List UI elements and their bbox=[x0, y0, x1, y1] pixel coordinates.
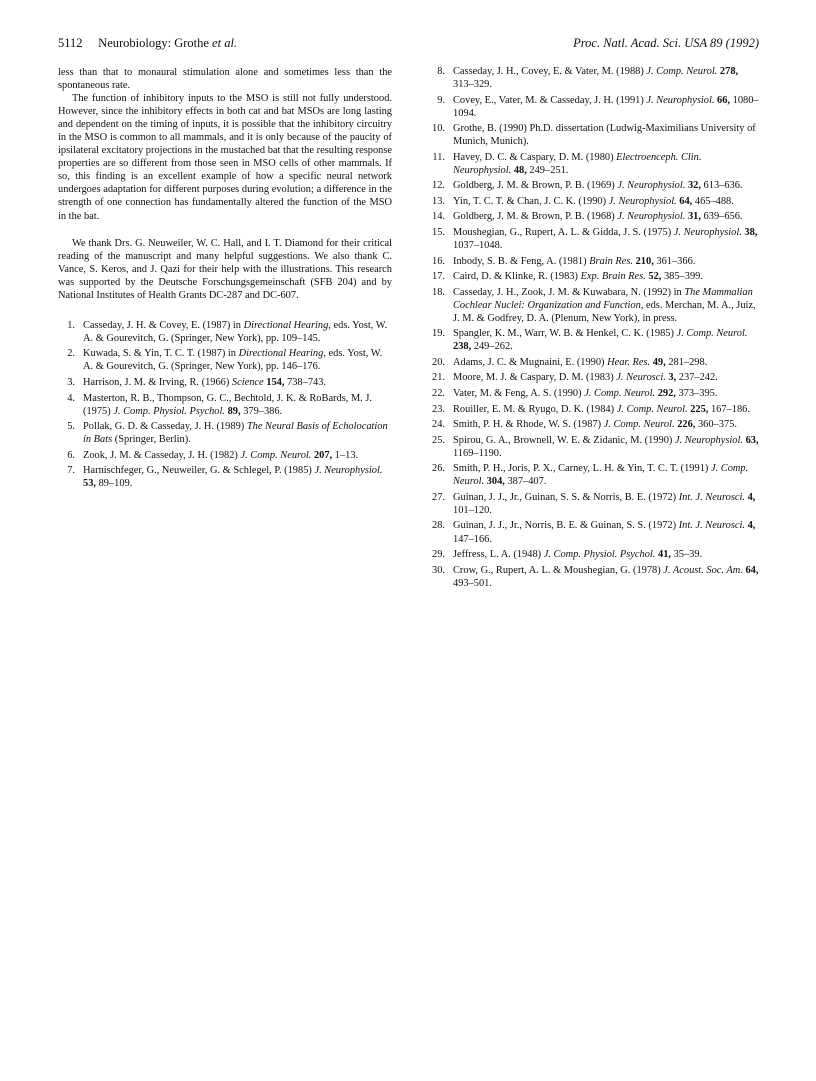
reference-item bbox=[428, 226, 760, 252]
reference-pages: 35–39. bbox=[671, 549, 703, 561]
reference-item bbox=[428, 286, 760, 325]
left-column bbox=[58, 66, 392, 493]
reference-volume: 53, bbox=[83, 478, 96, 490]
header-section: Neurobiology: Grothe bbox=[98, 36, 209, 50]
reference-pages: 167–186. bbox=[708, 403, 750, 415]
reference-volume: 66, bbox=[714, 94, 731, 106]
reference-number: 21. bbox=[432, 372, 445, 384]
reference-pages: 147–166. bbox=[453, 533, 492, 545]
reference-source: J. Comp. Neurol. bbox=[240, 449, 312, 461]
reference-authors: Yin, T. C. T. & Chan, J. C. K. (1990) bbox=[453, 195, 609, 207]
reference-number: 11. bbox=[432, 151, 445, 163]
reference-pages: 379–386. bbox=[240, 405, 283, 417]
reference-list-right bbox=[428, 65, 760, 590]
reference-source: The Mammalian Cochlear Nuclei: Organization and Function, bbox=[453, 286, 753, 311]
reference-pages: 613–636. bbox=[700, 180, 743, 192]
reference-authors: Spirou, G. A., Brownell, W. E. & Zidanic, M. (1990) bbox=[453, 434, 675, 446]
reference-authors: Zook, J. M. & Casseday, J. H. (1982) bbox=[83, 449, 241, 461]
reference-item bbox=[428, 491, 760, 517]
reference-number: 30. bbox=[432, 564, 445, 576]
reference-item bbox=[428, 519, 760, 545]
reference-pages: 360–375. bbox=[695, 419, 737, 431]
reference-authors: Vater, M. & Feng, A. S. (1990) bbox=[453, 388, 585, 400]
reference-authors: Guinan, J. J., Jr., Norris, B. E. & Guinan, S. S. (1972) bbox=[453, 520, 679, 532]
reference-pages: 1037–1048. bbox=[453, 240, 503, 252]
reference-number: 19. bbox=[432, 328, 445, 340]
reference-authors: Grothe, B. (1990) Ph.D. dissertation (Ludwig-Maximilians University of Munich, Munich). bbox=[453, 123, 756, 148]
reference-authors: Kuwada, S. & Yin, T. C. T. (1987) in bbox=[83, 348, 239, 360]
reference-volume: 278, bbox=[717, 66, 739, 77]
reference-authors: Rouiller, E. M. & Ryugo, D. K. (1984) bbox=[453, 403, 617, 415]
reference-source: Int. J. Neurosci. bbox=[678, 520, 745, 532]
reference-source: J. Neurophysiol. bbox=[617, 180, 686, 192]
reference-volume: 226, bbox=[674, 419, 696, 431]
reference-number: 18. bbox=[432, 286, 445, 298]
reference-pages: eds. Yost, W. A. & Gourevitch, G. (Springer, New York), pp. 109–145. bbox=[83, 319, 388, 344]
reference-volume: 52, bbox=[645, 271, 662, 283]
reference-source: Electroenceph. Clin. Neurophysiol. bbox=[453, 151, 702, 176]
reference-list-left bbox=[58, 319, 392, 491]
reference-authors: Guinan, J. J., Jr., Guinan, S. S. & Norris, B. E. (1972) bbox=[453, 491, 679, 503]
reference-volume: 48, bbox=[511, 164, 527, 176]
reference-pages: 313–329. bbox=[453, 79, 492, 91]
reference-number: 3. bbox=[67, 376, 75, 388]
reference-pages: 237–242. bbox=[676, 372, 718, 384]
reference-pages: eds. Merchan, M. A., Juiz, J. M. & Godfrey, D. A. (Plenum, New York), in press. bbox=[453, 299, 756, 324]
reference-pages: 281–298. bbox=[665, 356, 708, 368]
reference-authors: Goldberg, J. M. & Brown, P. B. (1968) bbox=[453, 211, 618, 223]
reference-volume: 304, bbox=[484, 476, 505, 488]
reference-source: J. Neurophysiol. bbox=[608, 195, 677, 207]
reference-authors: Covey, E., Vater, M. & Casseday, J. H. (1991) bbox=[453, 94, 647, 106]
reference-item bbox=[428, 418, 760, 431]
reference-pages: eds. Yost, W. A. & Gourevitch, G. (Springer, New York), pp. 146–176. bbox=[83, 348, 383, 373]
reference-item bbox=[428, 403, 760, 416]
reference-volume: 4, bbox=[745, 520, 756, 532]
reference-item bbox=[428, 94, 760, 120]
reference-item bbox=[58, 464, 392, 490]
reference-item bbox=[428, 210, 760, 223]
reference-number: 23. bbox=[432, 403, 445, 415]
reference-item bbox=[428, 179, 760, 192]
reference-authors: Havey, D. C. & Caspary, D. M. (1980) bbox=[453, 151, 617, 163]
reference-number: 14. bbox=[432, 211, 445, 223]
acknowledgment: We thank Drs. G. Neuweiler, W. C. Hall, and I. T. Diamond for their critical reading of the manuscript and many helpful suggestions. We also thank C. Vance, S. Keros, and J. Qazi for their help with the illustrations. This research was supported by the Deutsche Forschungsgemeinschaft (SFB 204) and by National Institutes of Health Grants DC-287 and DC-607. bbox=[58, 237, 392, 301]
reference-item bbox=[428, 327, 760, 353]
reference-authors: Inbody, S. B. & Feng, A. (1981) bbox=[453, 255, 590, 267]
reference-source: Int. J. Neurosci. bbox=[678, 491, 745, 503]
body-paragraph-1: less than that to monaural stimulation alone and sometimes less than the spontaneous rate. bbox=[58, 67, 392, 92]
reference-pages: 249–251. bbox=[526, 164, 569, 176]
reference-authors: Goldberg, J. M. & Brown, P. B. (1969) bbox=[453, 180, 618, 192]
reference-number: 17. bbox=[432, 271, 445, 283]
reference-source: J. Neurophysiol. bbox=[617, 211, 686, 223]
reference-item bbox=[58, 319, 392, 345]
reference-number: 16. bbox=[432, 255, 445, 267]
reference-source: Brain Res. bbox=[589, 255, 634, 267]
reference-pages: (Springer, Berlin). bbox=[112, 434, 191, 446]
reference-item bbox=[428, 462, 760, 488]
reference-source: J. Neurophysiol. bbox=[314, 465, 383, 477]
reference-pages: 1–13. bbox=[332, 449, 359, 461]
reference-pages: 1080–1094. bbox=[453, 94, 759, 119]
reference-item bbox=[428, 356, 760, 369]
reference-authors: Smith, P. H., Joris, P. X., Carney, L. H. & Yin, T. C. T. (1991) bbox=[453, 463, 711, 475]
reference-pages: 1169–1190. bbox=[453, 447, 502, 459]
reference-authors: Adams, J. C. & Mugnaini, E. (1990) bbox=[453, 356, 608, 368]
reference-item bbox=[58, 376, 392, 389]
reference-number: 8. bbox=[437, 66, 445, 77]
reference-authors: Harrison, J. M. & Irving, R. (1966) bbox=[83, 376, 232, 388]
reference-pages: 249–262. bbox=[471, 341, 513, 353]
body-paragraph-2: The function of inhibitory inputs to the MSO is still not fully understood. However, since the inhibitory effects in both cat and bat MSOs are long lasting and dependent on the timing of inputs, it is possible that the inhibitory circuitry in the MSO is common to all mammals, and it is only because of the paucity of ipsilateral excitatory projections in the mustached bat that the resulting response properties are so different from those seen in MSO cells of other mammals. If so, this finding is an excellent example of how a specific neural network undergoes adaptation for different purposes during evolution; a difference in the strength of one connection has fundamentally altered the function of the MSO in the bat. bbox=[58, 93, 392, 222]
reference-number: 22. bbox=[432, 388, 445, 400]
reference-pages: 465–488. bbox=[692, 195, 734, 207]
reference-source: Exp. Brain Res. bbox=[580, 271, 646, 283]
reference-number: 25. bbox=[432, 434, 445, 446]
reference-item bbox=[58, 347, 392, 373]
reference-source: J. Comp. Neurol. bbox=[646, 66, 718, 77]
reference-number: 15. bbox=[432, 227, 445, 239]
reference-source: J. Comp. Physiol. Psychol. bbox=[543, 549, 656, 561]
reference-authors: Smith, P. H. & Rhode, W. S. (1987) bbox=[453, 419, 604, 431]
reference-authors: Moushegian, G., Rupert, A. L. & Gidda, J. S. (1975) bbox=[453, 227, 674, 239]
reference-volume: 89, bbox=[225, 405, 241, 417]
reference-item bbox=[428, 255, 760, 268]
reference-pages: 493–501. bbox=[453, 577, 492, 589]
reference-authors: Jeffress, L. A. (1948) bbox=[453, 549, 544, 561]
reference-number: 5. bbox=[67, 421, 75, 433]
reference-item bbox=[428, 387, 760, 400]
reference-item bbox=[428, 270, 760, 283]
reference-authors: Harnischfeger, G., Neuweiler, G. & Schlegel, P. (1985) bbox=[83, 465, 315, 477]
right-column bbox=[428, 65, 760, 592]
reference-source: J. Comp. Neurol. bbox=[453, 463, 749, 488]
reference-pages: 387–407. bbox=[504, 476, 547, 488]
reference-item bbox=[428, 151, 760, 177]
reference-source: Directional Hearing, bbox=[238, 348, 326, 360]
reference-authors: Casseday, J. H., Zook, J. M. & Kuwabara, N. (1992) in bbox=[453, 286, 685, 298]
journal-citation: Proc. Natl. Acad. Sci. USA 89 (1992) bbox=[573, 36, 759, 50]
reference-item bbox=[428, 371, 760, 384]
reference-source: Directional Hearing, bbox=[243, 319, 331, 331]
reference-volume: 225, bbox=[687, 403, 709, 415]
running-header-left bbox=[58, 36, 237, 51]
reference-pages: 361–366. bbox=[653, 255, 696, 267]
reference-volume: 31, bbox=[685, 211, 701, 223]
reference-volume: 64, bbox=[742, 564, 759, 576]
reference-number: 12. bbox=[432, 180, 445, 192]
reference-authors: Masterton, R. B., Thompson, G. C., Bechtold, J. K. & RoBards, M. J. (1975) bbox=[83, 392, 373, 417]
reference-number: 7. bbox=[67, 465, 75, 477]
reference-authors: Spangler, K. M., Warr, W. B. & Henkel, C. K. (1985) bbox=[453, 328, 677, 340]
reference-number: 4. bbox=[67, 392, 75, 404]
reference-pages: 89–109. bbox=[96, 478, 133, 490]
reference-pages: 373–395. bbox=[675, 388, 718, 400]
reference-source: The Neural Basis of Echolocation in Bats bbox=[83, 421, 388, 446]
reference-volume: 64, bbox=[676, 195, 693, 207]
reference-authors: Crow, G., Rupert, A. L. & Moushegian, G. (1978) bbox=[453, 564, 664, 576]
reference-pages: 101–120. bbox=[453, 504, 492, 516]
reference-source: J. Neurophysiol. bbox=[674, 434, 743, 446]
reference-number: 10. bbox=[432, 123, 445, 135]
page-number: 5112 bbox=[58, 36, 83, 50]
reference-authors: Casseday, J. H., Covey, E. & Vater, M. (1988) bbox=[453, 66, 647, 77]
reference-source: Science bbox=[231, 376, 264, 388]
reference-number: 24. bbox=[432, 419, 445, 431]
reference-source: J. Comp. Neurol. bbox=[584, 388, 656, 400]
reference-volume: 292, bbox=[655, 388, 676, 400]
reference-source: J. Comp. Neurol. bbox=[603, 419, 675, 431]
reference-volume: 32, bbox=[685, 180, 701, 192]
reference-source: J. Neurosci. bbox=[616, 372, 666, 384]
reference-pages: 738–743. bbox=[284, 376, 326, 388]
reference-volume: 238, bbox=[453, 341, 472, 353]
reference-number: 27. bbox=[432, 491, 445, 503]
reference-volume: 63, bbox=[742, 434, 759, 446]
reference-source: J. Comp. Neurol. bbox=[676, 328, 748, 340]
reference-source: Hear. Res. bbox=[607, 356, 651, 368]
reference-source: J. Comp. Neurol. bbox=[616, 403, 688, 415]
reference-volume: 210, bbox=[633, 255, 654, 267]
reference-number: 20. bbox=[432, 356, 445, 368]
reference-number: 9. bbox=[437, 94, 445, 106]
reference-volume: 3, bbox=[665, 372, 677, 384]
reference-authors: Pollak, G. D. & Casseday, J. H. (1989) bbox=[83, 421, 247, 433]
reference-item bbox=[428, 195, 760, 208]
reference-number: 6. bbox=[67, 449, 75, 461]
reference-number: 2. bbox=[67, 348, 75, 360]
reference-item bbox=[428, 434, 760, 460]
reference-item bbox=[58, 420, 392, 446]
reference-item bbox=[58, 449, 392, 462]
reference-volume: 49, bbox=[650, 356, 666, 368]
reference-item bbox=[428, 564, 760, 590]
reference-volume: 4, bbox=[745, 491, 756, 503]
reference-number: 29. bbox=[432, 549, 445, 561]
reference-item bbox=[428, 122, 760, 148]
reference-volume: 154, bbox=[263, 376, 285, 388]
reference-item bbox=[428, 65, 760, 91]
reference-source: J. Acoust. Soc. Am. bbox=[663, 564, 743, 576]
reference-volume: 38, bbox=[741, 227, 758, 239]
reference-pages: 639–656. bbox=[700, 211, 743, 223]
header-etal: et al. bbox=[212, 36, 238, 50]
reference-authors: Moore, M. J. & Caspary, D. M. (1983) bbox=[453, 372, 617, 384]
reference-volume: 207, bbox=[311, 449, 333, 461]
reference-number: 28. bbox=[432, 520, 445, 532]
reference-source: J. Neurophysiol. bbox=[646, 94, 715, 106]
reference-item bbox=[428, 548, 760, 561]
reference-number: 26. bbox=[432, 463, 445, 475]
reference-volume: 41, bbox=[655, 549, 671, 561]
reference-number: 13. bbox=[432, 195, 445, 207]
reference-item bbox=[58, 392, 392, 418]
reference-pages: 385–399. bbox=[661, 271, 703, 283]
reference-source: J. Neurophysiol. bbox=[673, 227, 742, 239]
reference-source: J. Comp. Physiol. Psychol. bbox=[113, 405, 225, 417]
reference-authors: Casseday, J. H. & Covey, E. (1987) in bbox=[83, 319, 244, 331]
reference-number: 1. bbox=[67, 319, 75, 331]
reference-authors: Caird, D. & Klinke, R. (1983) bbox=[453, 271, 581, 283]
